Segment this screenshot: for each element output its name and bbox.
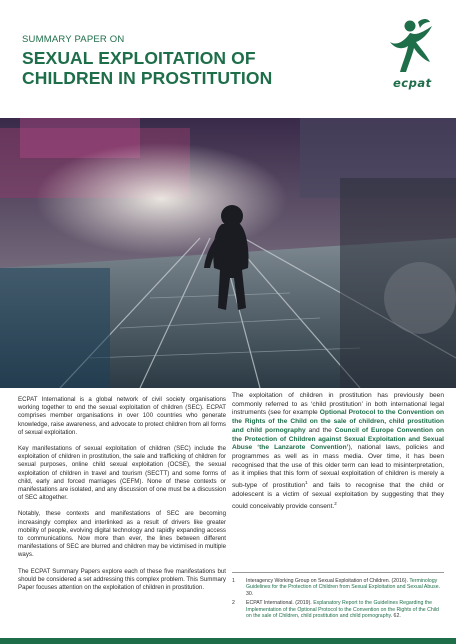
footnote-text [246,600,444,619]
text-run: and the [305,426,335,434]
text-run: The exploitation of children in prostitution has previously been commonly referred to as ‘child prostitution’ in both international legal instruments (see for example [232,392,444,417]
hero-image [0,118,456,388]
intro-column [18,396,226,600]
footnote-number: 2 [232,600,235,607]
intro-paragraph-3: Notably, these contexts and manifestations of SEC are becoming increasingly complex and interlinked as a result of drivers like greater mobility of people, evolving digital technology and rapidly expanding access to communications. Now more than ever, the lines between different manifestations of SEC are blurred and children may be victimised in multiple ways. [18,510,226,559]
footnotes [232,572,444,622]
terminology-guidelines-link[interactable]: Terminology Guidelines for the Protection of Children from Sexual Exploitation and Sexual Abuse [246,578,439,591]
intro-paragraph-1: ECPAT International is a global network of civil society organisations working together to end the sexual exploitation of children (SEC). ECPAT comprises member organisations in over 100 countries who generate knowledge, raise awareness, and advocate to protect children from all forms of sexual exploitation. [18,396,226,436]
optional-protocol-link[interactable]: Optional Protocol to the Convention on the Rights of the Child on the sale of children, child prostitution and child pornography [232,409,444,434]
footnote-item [232,578,444,597]
title-line-2: CHILDREN IN PROSTITUTION [22,68,273,88]
text-run: Interagency Working Group on Sexual Exploitation of Children. (2016). [246,578,410,584]
footnote-ref-1[interactable]: 1 [305,480,308,486]
text-run: ), national laws, policies and programmes as well as in mass media. Over time, it has been recognised that the use of this older term can lead to misinterpretation, as it implies that this form of sexual exploitation of children is merely a sub-type of prostitution [232,444,445,490]
footnote-ref-2[interactable]: 2 [334,500,337,506]
kicker: SUMMARY PAPER ON [22,34,125,45]
explanatory-report-link[interactable]: Explanatory Report to the Guidelines Regarding the Implementation of the Optional Protocol to the Convention on the Rights of the Child on the sale of Children, child prostitution and child pornography [246,600,439,620]
page-title [22,48,272,88]
intro-paragraph-2: Key manifestations of sexual exploitation of children (SEC) include the exploitation of children in prostitution, the sale and trafficking of children for sexual purposes, online child sexual exploitation (OCSE), the sexual exploitation of children in travel and tourism (SECTT) and some forms of child, early and forced marriages (CEFM). None of these contexts or manifestations are isolated, and any discussion of one must be a discussion of SEC altogether. [18,445,226,502]
footnote-text [246,578,444,597]
main-column [232,392,444,512]
footer-bar [0,638,456,644]
silhouette-child-rail-tracks-image [0,118,456,388]
logo-wordmark: ecpat [393,76,432,90]
text-run: ECPAT International. (2019). [246,600,314,607]
lanzarote-convention-link[interactable]: Council of Europe Convention on the Protection of Children against Sexual Exploitation and Sexual Abuse ‘the Lanzarote Convention’ [232,426,444,452]
footnote-number: 1 [232,578,235,584]
footnote-item [232,600,444,619]
title-line-1: SEXUAL EXPLOITATION OF [22,48,256,68]
text-run: and fails to recognise that the child or adolescent is a victim of sexual exploitation by suggesting that they could conceivably provide consent. [232,482,445,510]
page-header [0,0,456,118]
intro-paragraph-4: The ECPAT Summary Papers explore each of these five manifestations but should be considered a set addressing this complex problem. This Summary Paper focuses attention on the exploitation of children in prostitution. [18,567,226,592]
main-paragraph [232,392,444,512]
text-run: . 62. [390,613,401,620]
text-run: . 30. [246,584,441,597]
